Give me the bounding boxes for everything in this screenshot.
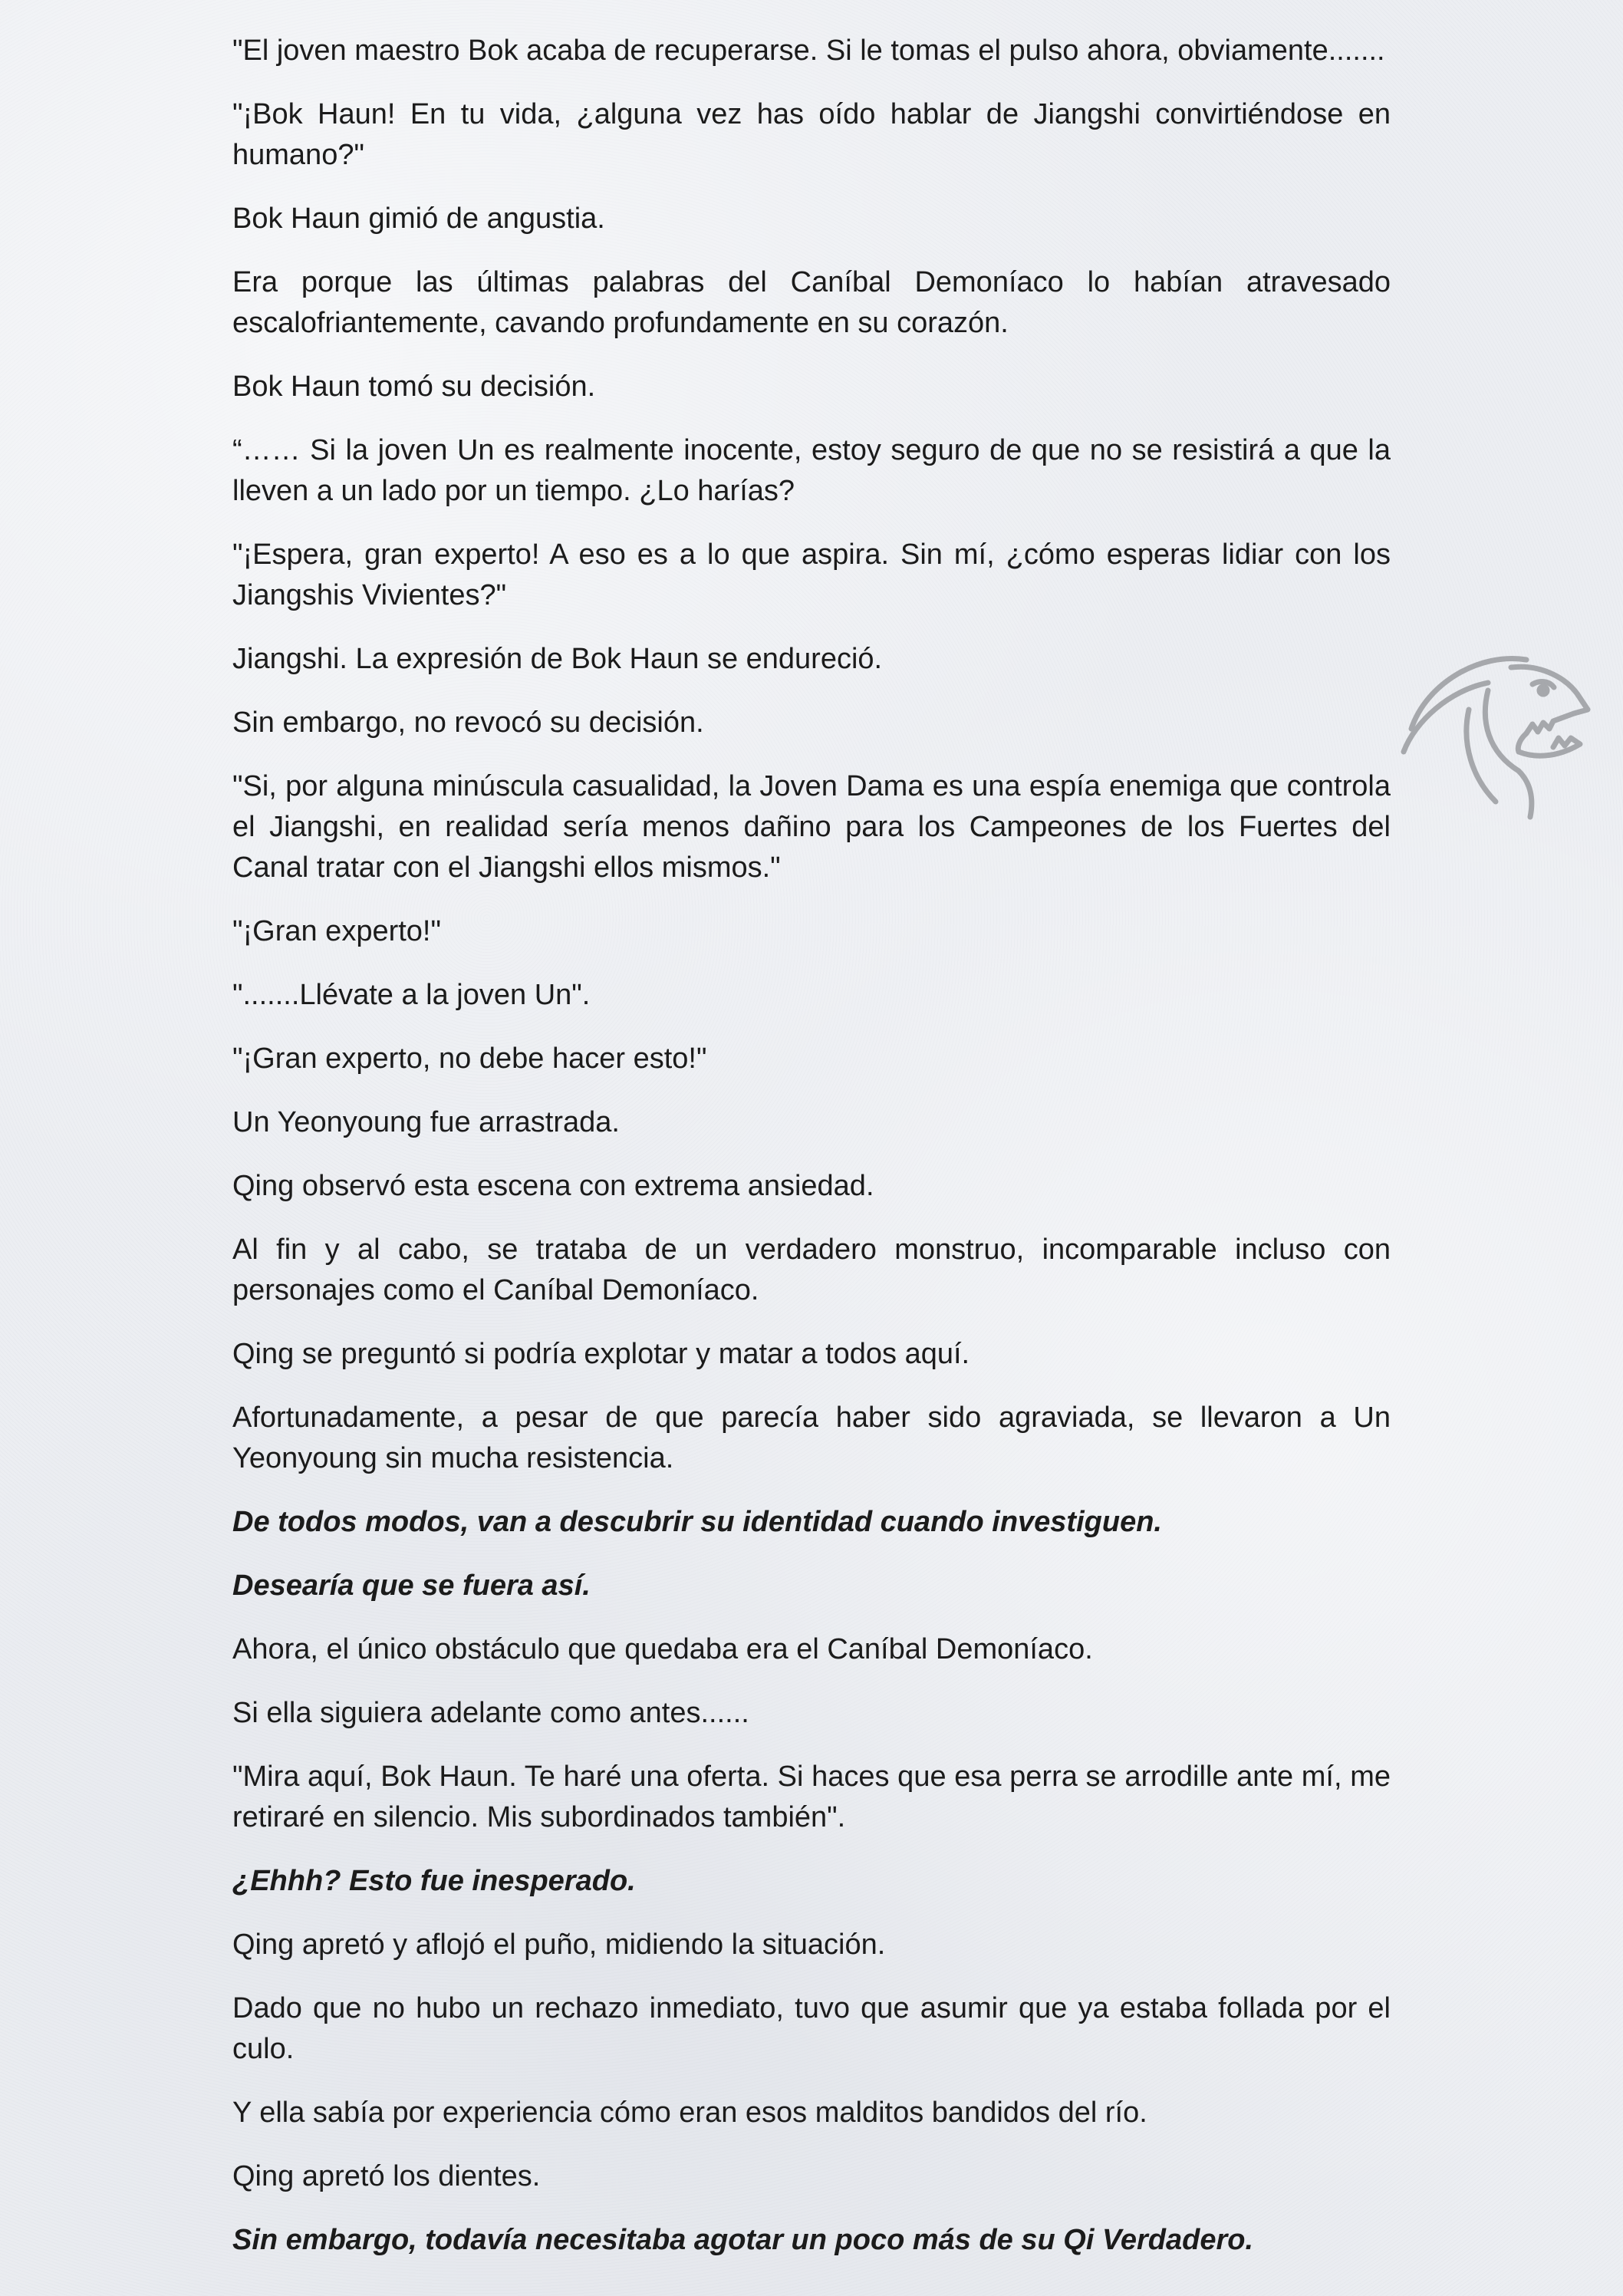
paragraph: "¡Gran experto!" (232, 915, 441, 947)
paragraph: Qing apretó los dientes. (232, 2160, 541, 2192)
paragraph: Era porque las últimas palabras del Caníbal Demoníaco lo habían atravesado escalofriantemente, cavando profundamente en su corazón. (232, 266, 1391, 339)
thought-paragraph: De todos modos, van a descubrir su identidad cuando investiguen. (232, 1506, 1162, 1538)
paragraph: Sin embargo, no revocó su decisión. (232, 707, 704, 739)
paragraph: Jiangshi. La expresión de Bok Haun se endureció. (232, 643, 883, 675)
paragraph: Ahora, el único obstáculo que quedaba era el Caníbal Demoníaco. (232, 1633, 1093, 1665)
paragraph: "Si, por alguna minúscula casualidad, la Joven Dama es una espía enemiga que controla el Jiangshi, en realidad sería menos dañino para los Campeones de los Fuertes del Canal tratar con el Jiangshi ellos mismos." (232, 770, 1391, 884)
thought-paragraph: Desearía que se fuera así. (232, 1570, 591, 1602)
paragraph: "El joven maestro Bok acaba de recuperarse. Si le tomas el pulso ahora, obviamente....... (232, 35, 1385, 67)
paragraph: ".......Llévate a la joven Un". (232, 979, 591, 1011)
paragraph: Bok Haun gimió de angustia. (232, 203, 605, 235)
thought-paragraph: ¿Ehhh? Esto fue inesperado. (232, 1865, 636, 1897)
paragraph: Qing apretó y aflojó el puño, midiendo la situación. (232, 1929, 886, 1961)
paragraph: "Mira aquí, Bok Haun. Te haré una oferta. Si haces que esa perra se arrodille ante mí, me retiraré en silencio. Mis subordinados también". (232, 1761, 1391, 1833)
paragraph: Al fin y al cabo, se trataba de un verdadero monstruo, incomparable incluso con personajes como el Caníbal Demoníaco. (232, 1234, 1391, 1306)
paragraph: "¡Bok Haun! En tu vida, ¿alguna vez has oído hablar de Jiangshi convirtiéndose en humano?" (232, 98, 1391, 171)
thought-paragraph: Sin embargo, todavía necesitaba agotar un poco más de su Qi Verdadero. (232, 2224, 1254, 2256)
paragraph: Qing observó esta escena con extrema ansiedad. (232, 1170, 874, 1202)
paragraph: "¡Espera, gran experto! A eso es a lo que aspira. Sin mí, ¿cómo esperas lidiar con los Jiangshis Vivientes?" (232, 539, 1391, 611)
paragraph: Y ella sabía por experiencia cómo eran esos malditos bandidos del río. (232, 2097, 1147, 2129)
paragraph: Un Yeonyoung fue arrastrada. (232, 1106, 620, 1138)
paragraph: Dado que no hubo un rechazo inmediato, tuvo que asumir que ya estaba follada por el culo. (232, 1992, 1391, 2065)
paragraph: “…… Si la joven Un es realmente inocente, estoy seguro de que no se resistirá a que la lleven a un lado por un tiempo. ¿Lo harías? (232, 434, 1391, 507)
page-content (232, 31, 1391, 2284)
paragraph: "¡Gran experto, no debe hacer esto!" (232, 1043, 707, 1075)
paragraph: Si ella siguiera adelante como antes...... (232, 1697, 749, 1729)
paragraph: Bok Haun tomó su decisión. (232, 371, 596, 403)
paragraph: Qing se preguntó si podría explotar y matar a todos aquí. (232, 1338, 970, 1370)
paragraph: Afortunadamente, a pesar de que parecía haber sido agraviada, se llevaron a Un Yeonyoung sin mucha resistencia. (232, 1402, 1391, 1474)
dinosaur-head-icon (1396, 637, 1595, 828)
